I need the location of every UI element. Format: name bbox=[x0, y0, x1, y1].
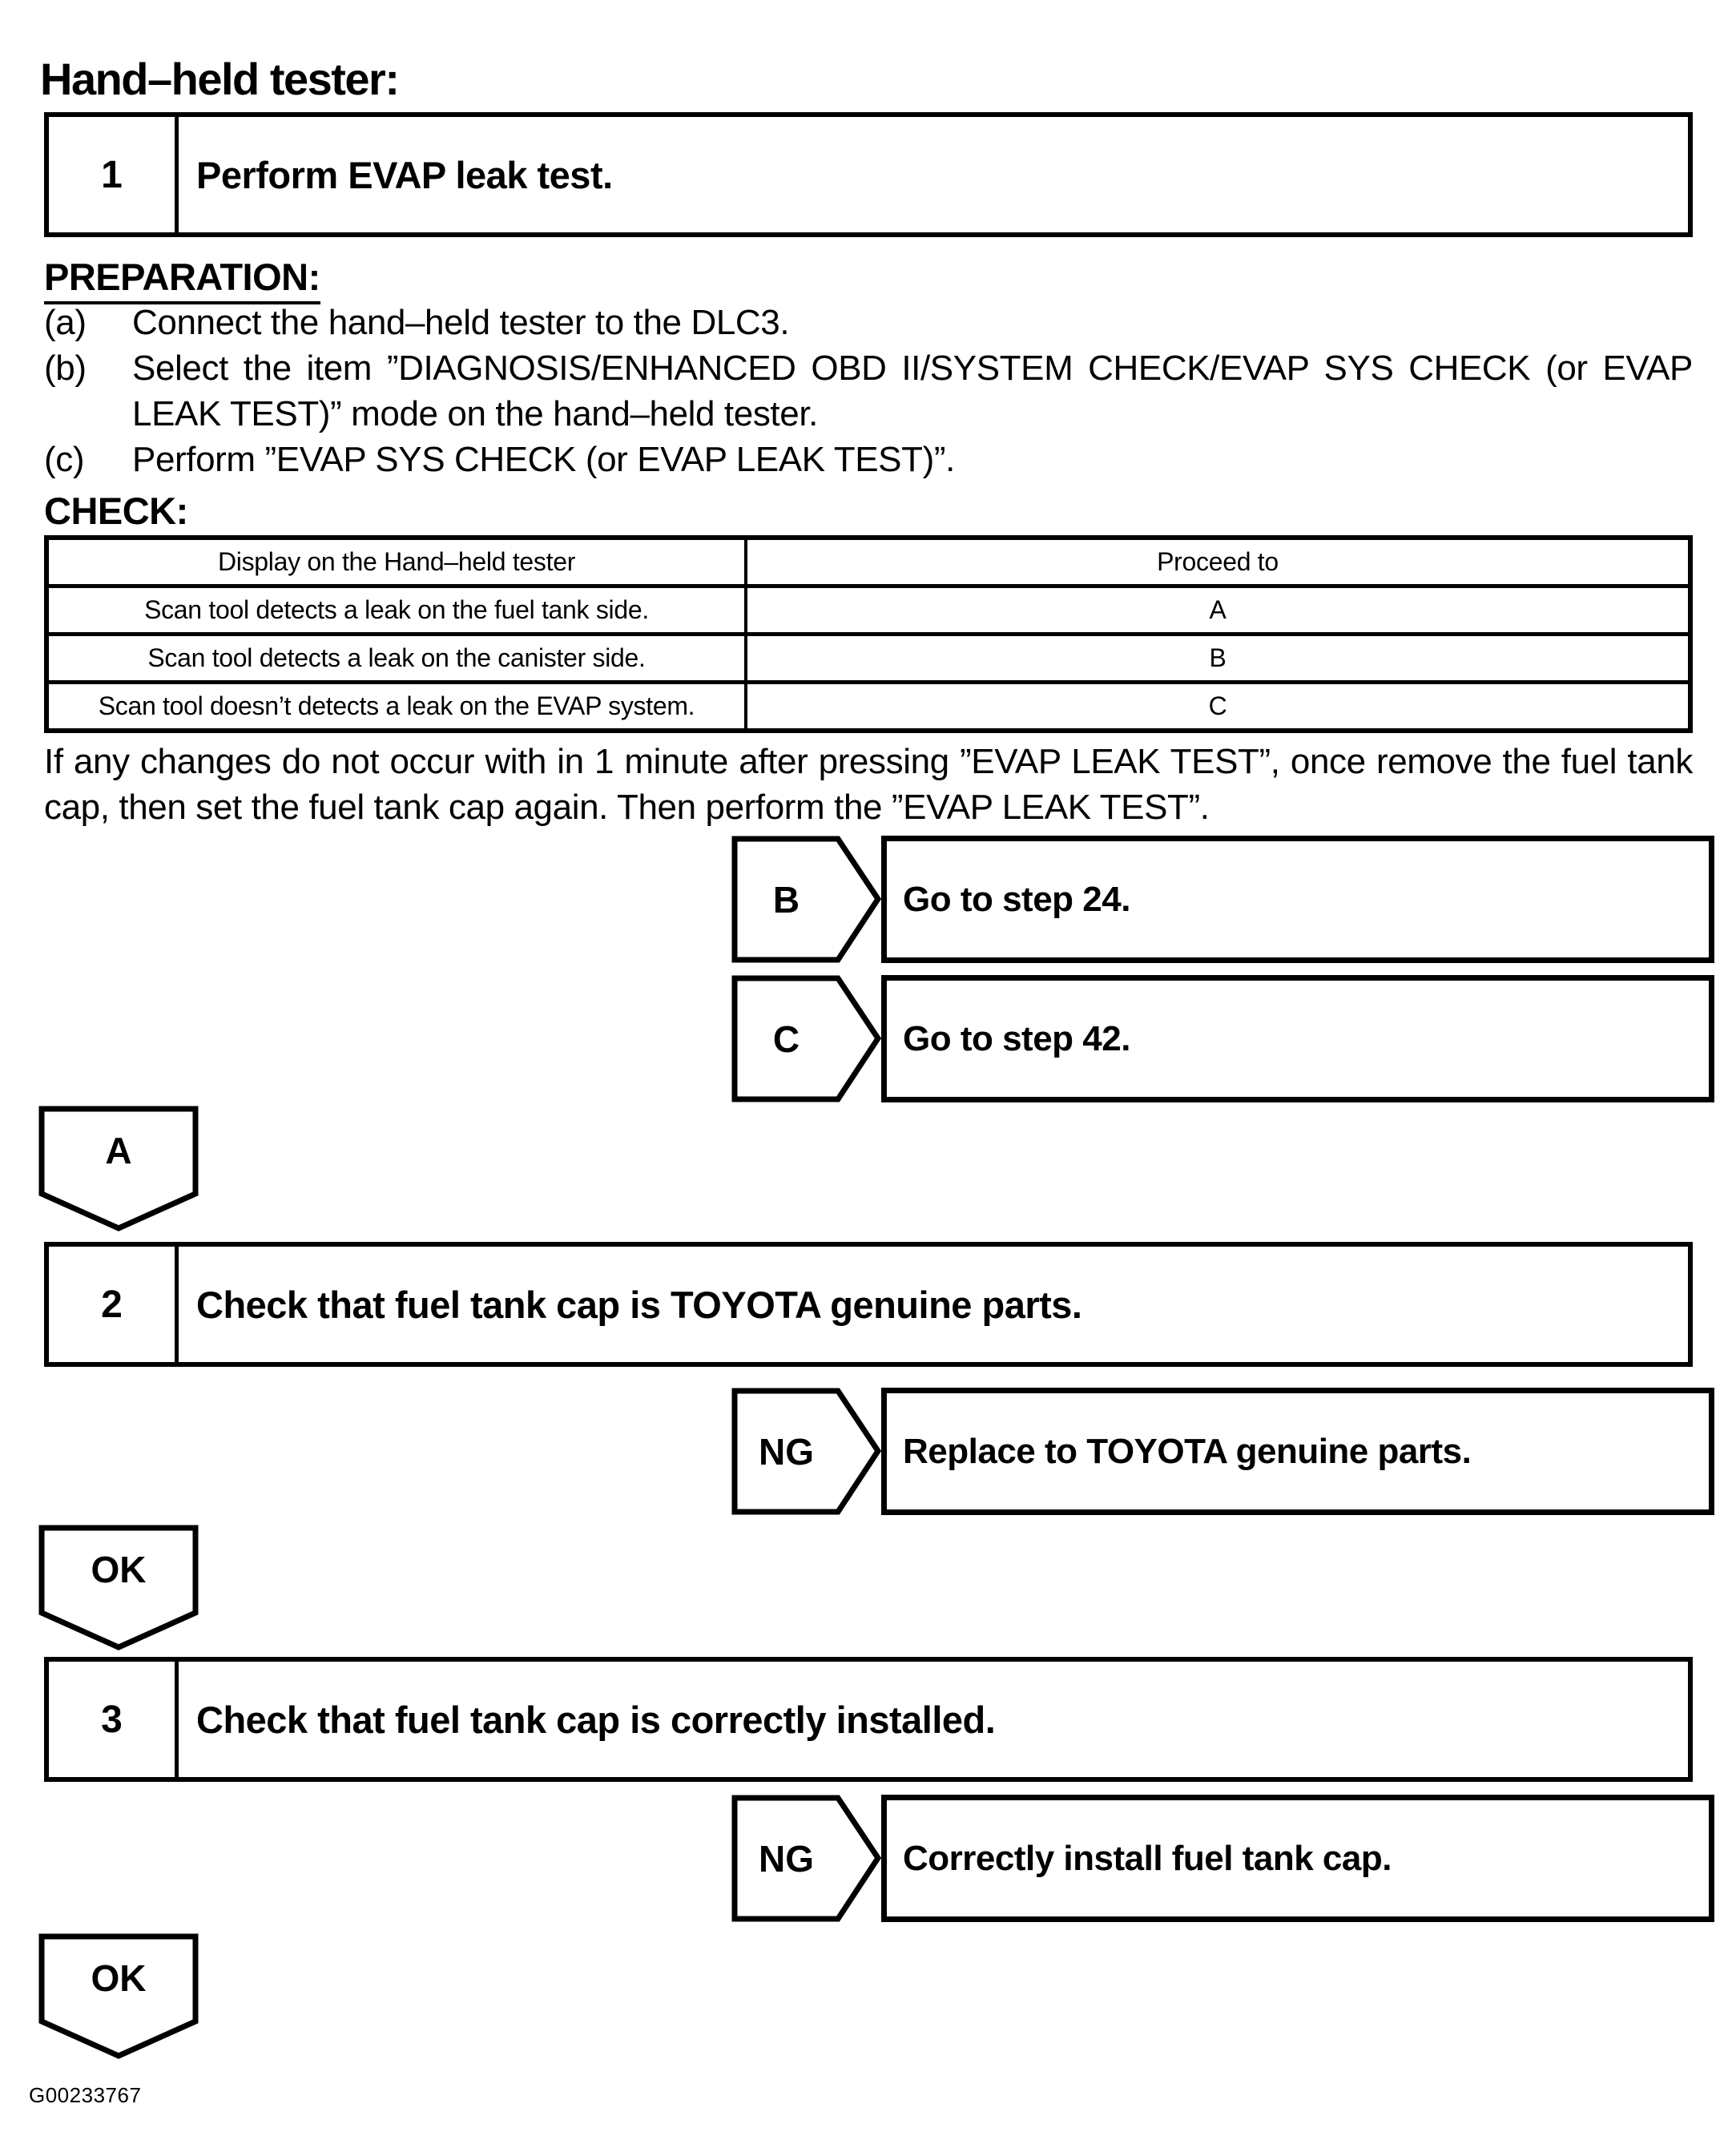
check-heading: CHECK: bbox=[44, 489, 188, 538]
step-label: Check that fuel tank cap is correctly installed. bbox=[196, 1698, 996, 1741]
step-1-box bbox=[44, 112, 1693, 237]
cell-proceed: C bbox=[1208, 691, 1227, 720]
list-text: Perform ”EVAP SYS CHECK (or EVAP LEAK TEST)”. bbox=[132, 440, 955, 479]
branch-tag-label: NG bbox=[759, 1430, 814, 1473]
branch-action-text: Replace to TOYOTA genuine parts. bbox=[903, 1431, 1472, 1471]
connector-a bbox=[38, 1106, 199, 1231]
step-2-box bbox=[44, 1242, 1693, 1367]
branch-action-box bbox=[881, 1388, 1714, 1515]
table-row bbox=[49, 584, 1688, 632]
list-marker: (c) bbox=[44, 440, 85, 479]
list-item-c bbox=[44, 437, 1693, 482]
branch-tag-label: B bbox=[772, 878, 800, 921]
page-title: Hand–held tester: bbox=[40, 54, 399, 104]
branch-action-text: Go to step 24. bbox=[903, 879, 1130, 919]
header-cell-proceed: Proceed to bbox=[1157, 547, 1279, 576]
step-number: 1 bbox=[49, 117, 179, 232]
branch-tag bbox=[731, 836, 881, 963]
branch-tag bbox=[731, 1795, 881, 1922]
cell-display: Scan tool detects a leak on the canister side. bbox=[49, 636, 747, 680]
branch-action-text: Go to step 42. bbox=[903, 1018, 1130, 1058]
branch-row-ng-2 bbox=[731, 1795, 1714, 1922]
branch-tag bbox=[731, 1388, 881, 1515]
step-number: 2 bbox=[49, 1247, 179, 1362]
step-label: Perform EVAP leak test. bbox=[196, 153, 613, 196]
preparation-list bbox=[44, 300, 1693, 482]
step-label: Check that fuel tank cap is TOYOTA genuine parts. bbox=[196, 1283, 1082, 1326]
table-header-row bbox=[49, 540, 1688, 584]
list-marker: (b) bbox=[44, 349, 87, 388]
connector-label: OK bbox=[91, 1957, 147, 1999]
list-item-b bbox=[44, 345, 1693, 437]
list-text: Select the item ”DIAGNOSIS/ENHANCED OBD II/SYSTEM CHECK/EVAP SYS CHECK (or EVAP LEAK TEST)” mode on the hand–held tester. bbox=[132, 349, 1693, 433]
branch-tag bbox=[731, 975, 881, 1102]
connector-label: OK bbox=[91, 1549, 147, 1590]
connector-ok-1 bbox=[38, 1525, 199, 1650]
branch-tag-label: C bbox=[772, 1018, 800, 1060]
figure-id: G00233767 bbox=[29, 2083, 142, 2107]
branch-action-box bbox=[881, 1795, 1714, 1922]
list-marker: (a) bbox=[44, 303, 87, 342]
table-row bbox=[49, 632, 1688, 680]
connector-ok-2 bbox=[38, 1933, 199, 2059]
branch-row-b bbox=[731, 836, 1714, 963]
branch-tag-label: NG bbox=[759, 1837, 814, 1880]
list-text: Connect the hand–held tester to the DLC3. bbox=[132, 303, 790, 342]
branch-row-ng-1 bbox=[731, 1388, 1714, 1515]
branch-action-box bbox=[881, 836, 1714, 963]
table-row bbox=[49, 680, 1688, 728]
branch-row-c bbox=[731, 975, 1714, 1102]
check-table bbox=[44, 535, 1693, 733]
cell-display: Scan tool detects a leak on the fuel tank side. bbox=[49, 588, 747, 632]
preparation-heading: PREPARATION: bbox=[44, 255, 320, 304]
step-3-box bbox=[44, 1657, 1693, 1782]
branch-action-text: Correctly install fuel tank cap. bbox=[903, 1838, 1392, 1878]
cell-display: Scan tool doesn’t detects a leak on the EVAP system. bbox=[49, 684, 747, 728]
connector-label: A bbox=[105, 1130, 132, 1171]
header-cell-display: Display on the Hand–held tester bbox=[49, 540, 747, 584]
note-paragraph: If any changes do not occur with in 1 minute after pressing ”EVAP LEAK TEST”, once remove the fuel tank cap, then set the fuel tank cap again. Then perform the ”EVAP LEAK TEST”. bbox=[44, 742, 1693, 827]
cell-proceed: A bbox=[1209, 595, 1226, 624]
list-item-a bbox=[44, 300, 1693, 345]
step-number: 3 bbox=[49, 1662, 179, 1777]
cell-proceed: B bbox=[1209, 643, 1226, 672]
branch-action-box bbox=[881, 975, 1714, 1102]
